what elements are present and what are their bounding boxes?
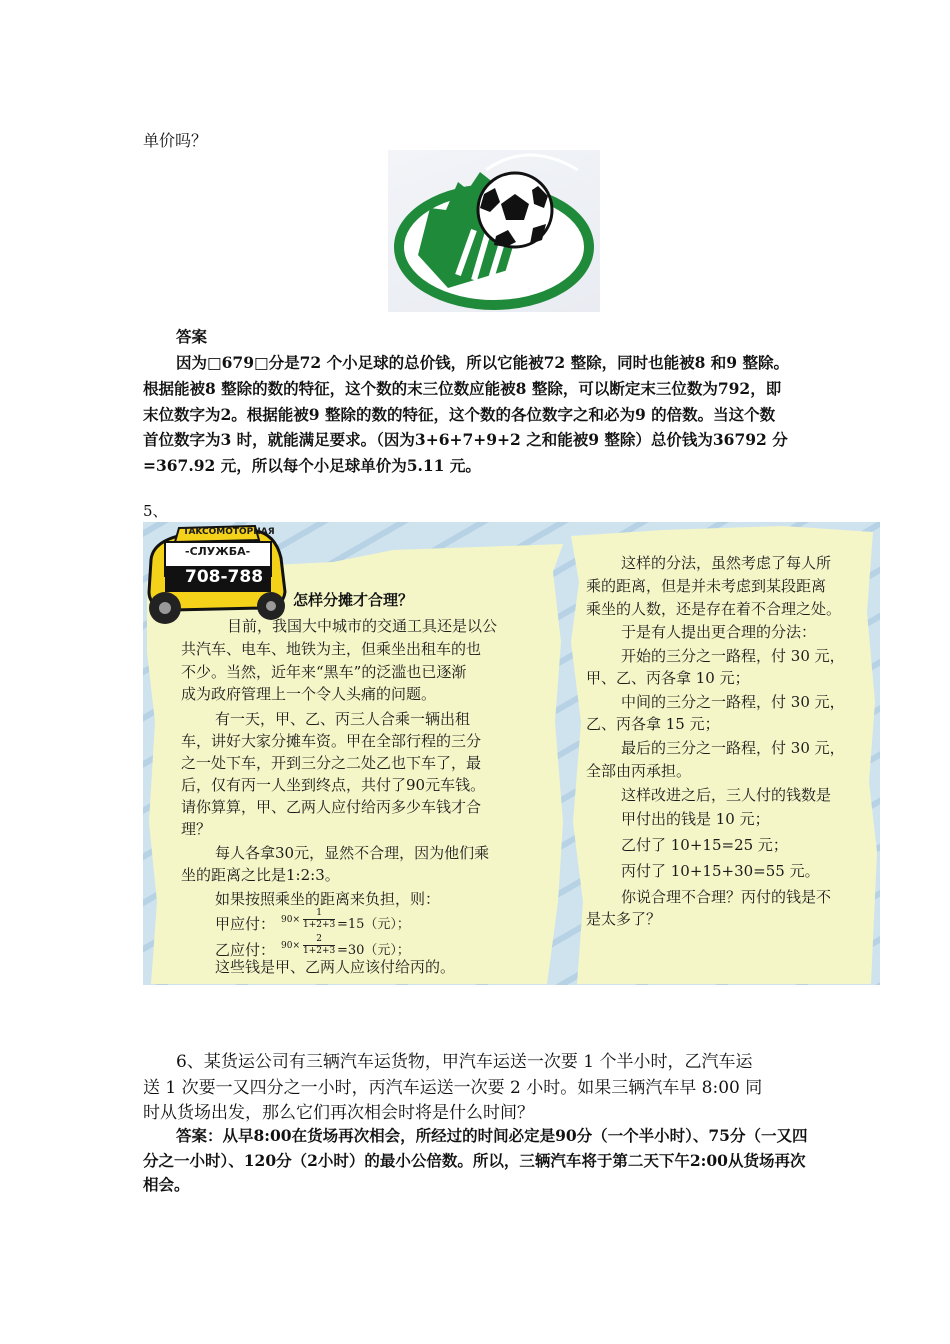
left-line: 坐的距离之比是1:2:3。 [181,866,340,884]
formula-jia-denominator: 1+2+3 [303,920,336,930]
left-line: 目前，我国大中城市的交通工具还是以公 [227,617,498,635]
right-line: 全部由丙承担。 [586,762,692,780]
left-line: 之一处下车，开到三分之二处乙也下车了，最 [181,754,482,772]
left-line: 理？ [181,820,212,838]
question-6-line-1: 6、某货运公司有三辆汽车运货物，甲汽车运送一次要 1 个半小时，乙汽车运 [176,1052,753,1072]
right-line: 乙付了 10+15=25 元； [621,836,788,854]
formula-jia-result: =15（元）； [337,917,410,932]
right-line: 甲、乙、丙各拿 10 元； [586,669,750,687]
formula-jia-numerator: 1 [303,908,335,920]
taxi-fare-comic-image [143,522,880,985]
soccer-logo-image [388,150,600,312]
right-line: 最后的三分之一路程，付 30 元， [621,739,845,757]
right-line: 你说合理不合理？丙付的钱是不 [621,888,832,906]
answer-6-line-1: 答案：从早8:00在货场再次相会，所经过的时间必定是90分（一个半小时）、75分（一又四 [176,1126,808,1145]
answer-6-line-3: 相会。 [143,1175,190,1194]
right-line: 乘坐的人数，还是存在着不合理之处。 [586,600,842,618]
right-line: 是太多了？ [586,910,662,928]
formula-jia-prefix: 90× [281,915,300,925]
left-line: 共汽车、电车、地铁为主，但乘坐出租车的也 [181,640,482,658]
taxi-sign-top: TAKCOMOTOPHAЯ [183,527,275,537]
left-line: 车，讲好大家分摊车资。甲在全部行程的三分 [181,732,482,750]
right-line: 乙、丙各拿 15 元； [586,715,720,733]
answer-line-2: 根据能被8 整除的数的特征，这个数的末三位数应能被8 整除，可以断定末三位数为792，即 [143,379,782,398]
left-line-last: 这些钱是甲、乙两人应该付给丙的。 [215,958,456,976]
right-line: 丙付了 10+15+30=55 元。 [621,862,820,880]
formula-yi-numerator: 2 [303,934,335,946]
left-line: 不少。当然，近年来“黑车”的泛滥也已逐渐 [181,663,467,681]
right-line: 开始的三分之一路程，付 30 元， [621,647,845,665]
question-continuation: 单价吗？ [143,131,208,150]
right-line: 中间的三分之一路程，付 30 元， [621,693,845,711]
formula-jia-fraction [303,908,335,931]
left-line: 请你算算，甲、乙两人应付给丙多少车钱才合 [181,798,482,816]
formula-yi-denominator: 1+2+3 [303,946,336,956]
right-line: 于是有人提出更合理的分法： [621,623,817,641]
formula-yi-prefix: 90× [281,941,300,951]
left-line: 有一天，甲、乙、丙三人合乘一辆出租 [215,710,471,728]
left-line: 如果按照乘坐的距离来负担，则： [215,890,441,908]
formula-jia-label: 甲应付： [215,915,276,933]
formula-yi-fraction [303,934,335,957]
question-6-line-3: 时从货场出发，那么它们再次相会时将是什么时间？ [143,1103,534,1123]
left-line: 每人各拿30元，显然不合理，因为他们乘 [215,844,490,862]
comic-title: 怎样分摊才合理？ [293,591,414,609]
answer-label: 答案 [176,327,208,346]
answer-line-3: 末位数字为2。根据能被9 整除的数的特征，这个数的各位数字之和必为9 的倍数。当这个数 [143,405,776,424]
left-line: 后，仅有丙一人坐到终点，共付了90元车钱。 [181,776,486,794]
question-6-line-2: 送 1 次要一又四分之一小时，丙汽车运送一次要 2 小时。如果三辆汽车早 8:00 同 [143,1078,763,1098]
right-line: 这样的分法，虽然考虑了每人所 [621,554,832,572]
right-line: 这样改进之后，三人付的钱数是 [621,786,832,804]
formula-yi-label: 乙应付： [215,941,276,959]
taxi-sign-middle: -СЛУЖБА- [185,545,251,558]
taxi-phone-number: 708-788 [185,567,264,587]
right-line: 甲付出的钱是 10 元； [621,810,770,828]
formula-yi-result: =30（元）； [337,943,410,958]
answer-line-1: 因为□679□分是72 个小足球的总价钱，所以它能被72 整除，同时也能被8 和9 整除。 [176,353,789,372]
answer-6-line-2: 分之一小时）、120分（2小时）的最小公倍数。所以，三辆汽车将于第二天下午2:00从货场再次 [143,1151,806,1170]
right-line: 乘的距离，但是并未考虑到某段距离 [586,577,827,595]
answer-line-4: 首位数字为3 时，就能满足要求。（因为3+6+7+9+2 之和能被9 整除）总价钱为36792 分 [143,430,788,449]
question-5-number: 5、 [143,502,168,520]
left-line: 成为政府管理上一个令人头痛的问题。 [181,685,437,703]
answer-line-5: =367.92 元，所以每个小足球单价为5.11 元。 [143,456,481,475]
